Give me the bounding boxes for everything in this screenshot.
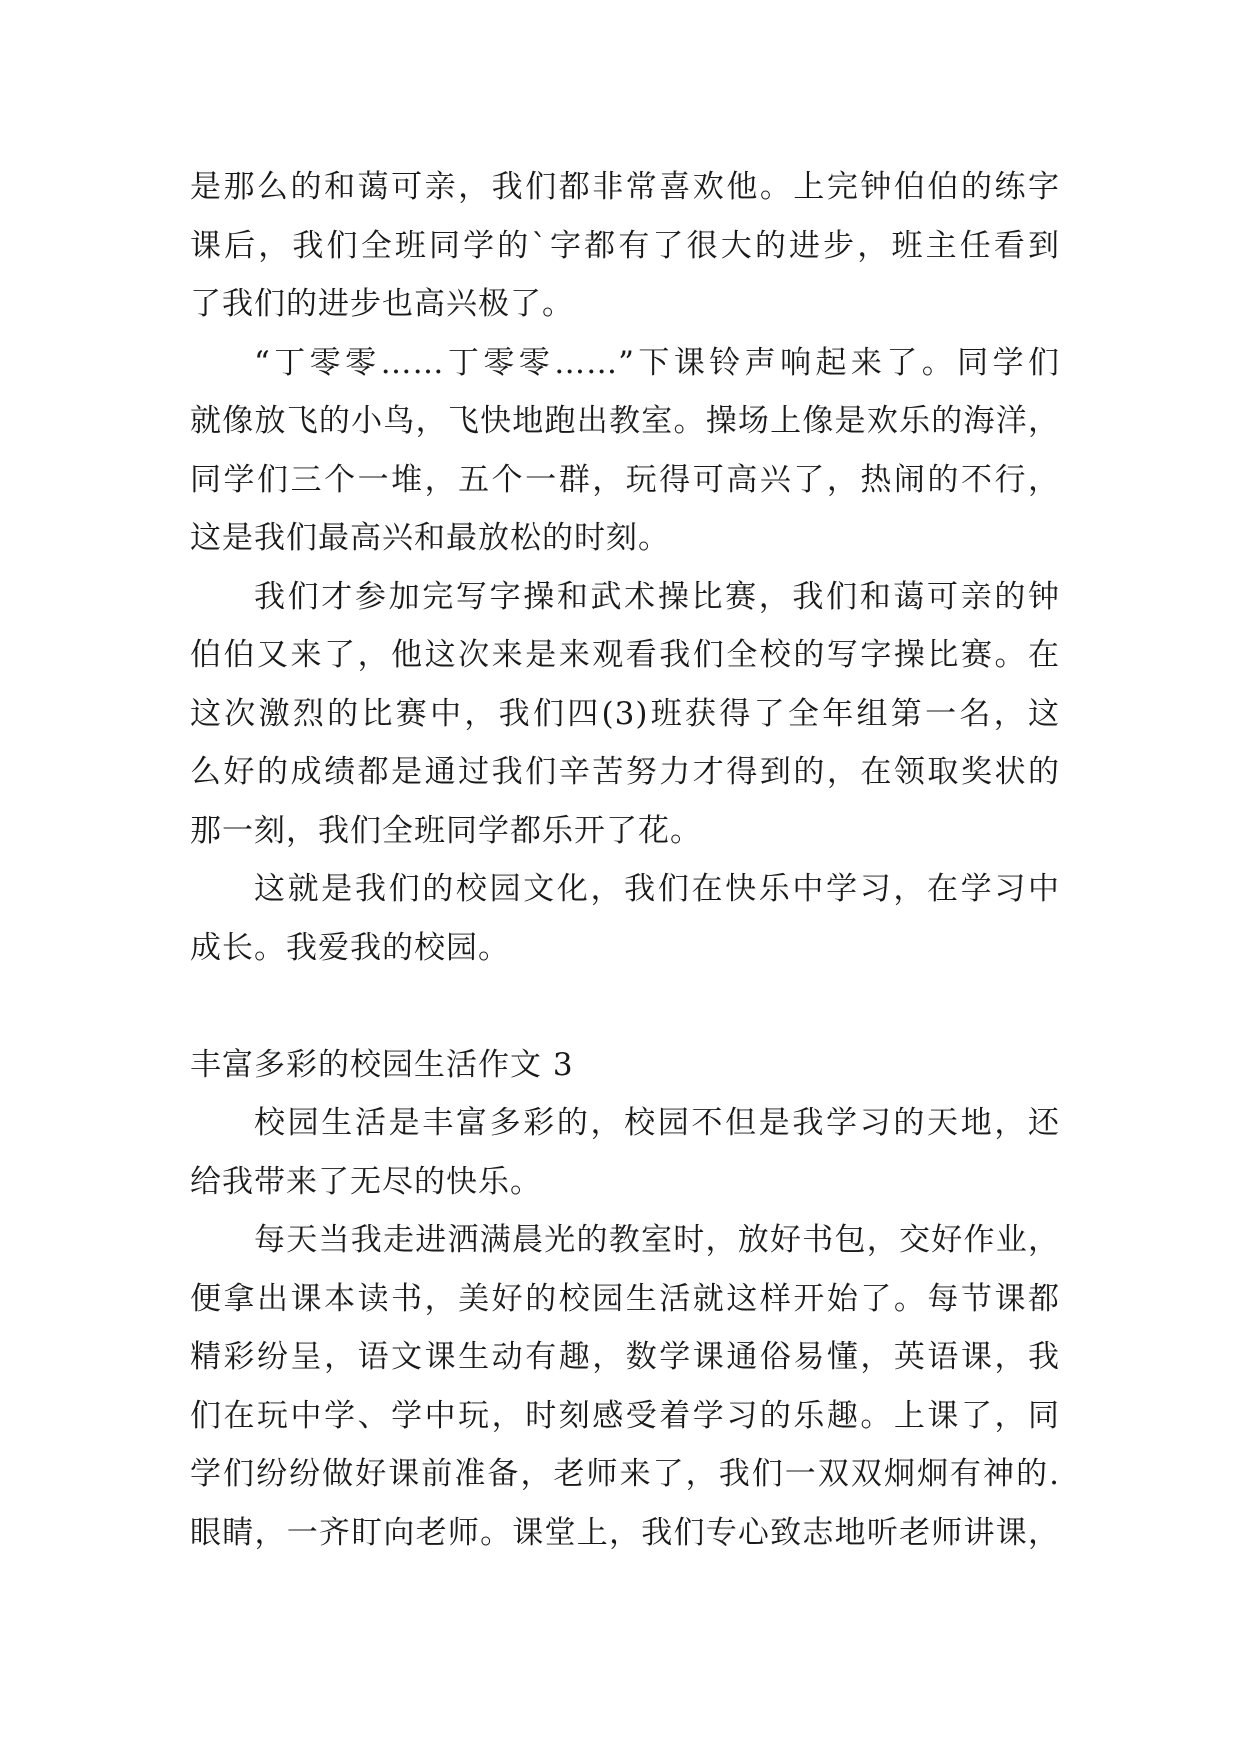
text-line: 们在玩中学、学中玩，时刻感受着学习的乐趣。上课了，同 — [190, 1397, 1060, 1434]
text-line: 我们才参加完写字操和武术操比赛，我们和蔼可亲的钟 — [254, 578, 1060, 615]
text-line: 就像放飞的小鸟，飞快地跑出教室。操场上像是欢乐的海洋， — [190, 403, 1060, 439]
text-line: 这次激烈的比赛中，我们四(3)班获得了全年组第一名，这 — [190, 695, 1060, 732]
document-body — [190, 158, 1060, 1562]
text-line: 精彩纷呈，语文课生动有趣，数学课通俗易懂，英语课，我 — [190, 1339, 1060, 1375]
text-line: 伯伯又来了，他这次来是来观看我们全校的写字操比赛。在 — [190, 637, 1060, 673]
text-line: 那一刻，我们全班同学都乐开了花。 — [190, 812, 702, 849]
paragraph — [190, 1094, 1060, 1211]
paragraph — [190, 334, 1060, 568]
text-line: 了我们的进步也高兴极了。 — [190, 286, 574, 322]
text-line: 这就是我们的校园文化，我们在快乐中学习，在学习中 — [254, 871, 1060, 907]
text-line: 课后，我们全班同学的`字都有了很大的进步，班主任看到 — [190, 227, 1060, 264]
text-line: 学们纷纷做好课前准备，老师来了，我们一双双炯炯有神的. — [190, 1456, 1060, 1492]
text-line: 这是我们最高兴和最放松的时刻。 — [190, 520, 670, 556]
blank-line — [190, 977, 1060, 1036]
text-line: 给我带来了无尽的快乐。 — [190, 1163, 542, 1200]
paragraph — [190, 1211, 1060, 1562]
text-line: 么好的成绩都是通过我们辛苦努力才得到的，在领取奖状的 — [190, 754, 1060, 790]
text-line: “丁零零……丁零零……”下课铃声响起来了。同学们 — [254, 344, 1060, 381]
paragraph — [190, 158, 1060, 334]
text-line: 便拿出课本读书，美好的校园生活就这样开始了。每节课都 — [190, 1280, 1060, 1317]
text-line: 是那么的和蔼可亲，我们都非常喜欢他。上完钟伯伯的练字 — [190, 169, 1060, 205]
paragraph — [190, 568, 1060, 861]
paragraph — [190, 860, 1060, 977]
text-line: 校园生活是丰富多彩的，校园不但是我学习的天地，还 — [254, 1105, 1060, 1141]
section-title: 丰富多彩的校园生活作文 3 — [190, 1046, 574, 1083]
text-line: 同学们三个一堆，五个一群，玩得可高兴了，热闹的不行， — [190, 461, 1060, 498]
text-line: 每天当我走进洒满晨光的教室时，放好书包，交好作业， — [254, 1222, 1060, 1258]
text-line: 眼睛，一齐盯向老师。课堂上，我们专心致志地听老师讲课， — [190, 1514, 1060, 1551]
text-line: 成长。我爱我的校园。 — [190, 929, 510, 966]
